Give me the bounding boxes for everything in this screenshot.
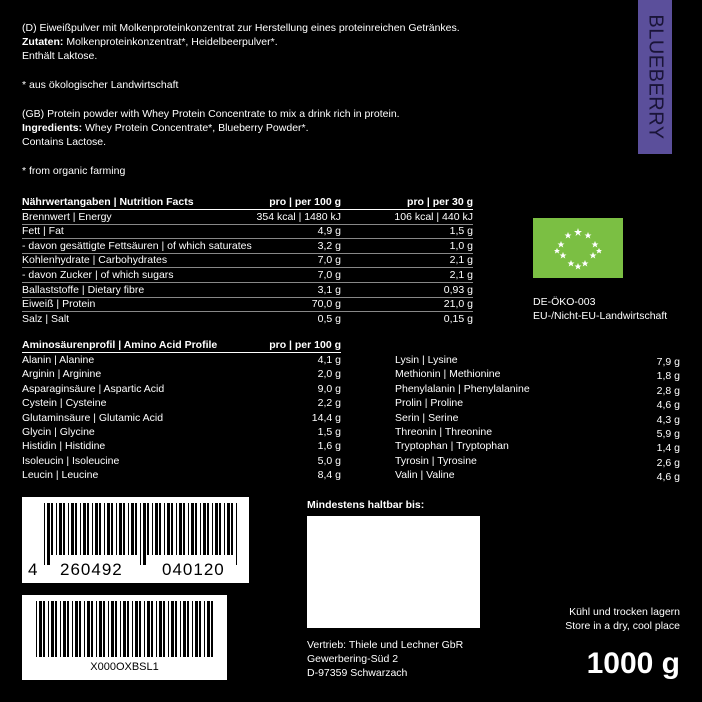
barcode-bar: [227, 503, 230, 555]
amino-right-label: Methionin | Methionine: [395, 368, 501, 381]
barcode-bar: [139, 601, 141, 657]
intro-de-lactose: Enthält Laktose.: [22, 50, 98, 62]
amino-left-value: 8,4 g: [317, 469, 341, 482]
barcode-bar: [187, 601, 189, 657]
nutrition-col-100: pro | per 100 g: [269, 196, 341, 208]
organic-origin: EU-/Nicht-EU-Landwirtschaft: [533, 310, 668, 322]
amino-left-value: 1,5 g: [317, 426, 341, 438]
distributor-line3: D-97359 Schwarzach: [307, 667, 408, 679]
ingredients-label-gb: Ingredients:: [22, 122, 83, 134]
barcode-bar: [135, 503, 137, 555]
barcode-bar: [87, 503, 89, 555]
barcode-bar: [104, 503, 105, 555]
nutrition-row-value-100: 7,0 g: [317, 268, 341, 281]
barcode-bar: [51, 601, 54, 657]
nutrition-row-label: Eiweiß | Protein: [22, 298, 96, 311]
barcode-bar: [79, 601, 81, 657]
nutrition-row-label: Ballaststoffe | Dietary fibre: [22, 283, 145, 296]
nutrition-row-value-30: 0,93 g: [443, 283, 473, 296]
barcode-bar: [84, 601, 85, 657]
amino-right-value: 5,9 g: [656, 428, 680, 440]
storage-en: Store in a dry, cool place: [565, 620, 680, 632]
nutrition-row-value-100: 3,1 g: [317, 283, 341, 296]
amino-right-value: 4,3 g: [656, 413, 680, 426]
nutrition-row-value-30: 21,0 g: [443, 298, 473, 311]
nutrition-row-label: Fett | Fat: [22, 225, 64, 238]
barcode-bar: [120, 601, 121, 657]
barcode-bar: [48, 601, 49, 657]
barcode-bar: [212, 503, 213, 555]
intro-de-ingredients: [22, 35, 278, 49]
nutrition-row-value-30: 2,1 g: [449, 254, 473, 267]
amino-right-label: Lysin | Lysine: [395, 354, 458, 366]
nutrition-row-value-30: 106 kcal | 440 kJ: [394, 210, 473, 223]
barcode-bar: [167, 503, 170, 555]
barcode-bar: [96, 601, 97, 657]
distributor-line1: Vertrieb: Thiele und Lechner GbR: [307, 639, 464, 651]
amino-left-label: Alanin | Alanine: [22, 354, 95, 366]
amino-left-label: Glutaminsäure | Glutamic Acid: [22, 411, 164, 424]
nutrition-row-value-100: 354 kcal | 1480 kJ: [256, 210, 341, 223]
barcode-bar: [200, 503, 201, 555]
barcode-bar: [156, 601, 157, 657]
amino-right-value: 2,8 g: [656, 384, 680, 397]
barcode-bar: [159, 601, 162, 657]
amino-col-header: pro | per 100 g: [269, 339, 341, 351]
nutrition-row-label: - davon Zucker | of which sugars: [22, 268, 174, 281]
nutrition-row-label: Brennwert | Energy: [22, 210, 112, 223]
nutrition-row-label: Salz | Salt: [22, 312, 70, 325]
barcode-bar: [236, 503, 237, 565]
intro-de-line: (D) Eiweißpulver mit Molkenproteinkonzentrat zur Herstellung eines proteinreichen Getränkes.: [22, 22, 460, 34]
barcode-bar: [188, 503, 189, 555]
organic-code: DE-ÖKO-003: [533, 296, 596, 308]
amino-left-value: 4,1 g: [317, 354, 341, 366]
barcode-bar: [192, 601, 193, 657]
amino-right-value: 4,6 g: [656, 399, 680, 412]
nutrition-row-value-30: 1,0 g: [449, 239, 473, 252]
amino-right-value: 2,6 g: [656, 456, 680, 469]
amino-right-value: 7,9 g: [656, 356, 680, 368]
barcode-bar: [63, 503, 65, 555]
barcode-bar: [60, 601, 61, 657]
barcode-bar: [99, 503, 101, 555]
intro-gb-lactose: Contains Lactose.: [22, 136, 107, 148]
nutrition-row-value-30: 2,1 g: [449, 268, 473, 281]
barcode-bar: [219, 503, 221, 555]
barcode-bar: [116, 503, 117, 555]
barcode-bar: [171, 503, 173, 555]
amino-left-value: 2,0 g: [317, 368, 341, 381]
barcode-bar: [176, 503, 177, 555]
amino-left-label: Leucin | Leucine: [22, 469, 99, 482]
barcode-bar: [171, 601, 174, 657]
barcode-bar: [207, 503, 209, 555]
barcode-bar: [36, 601, 37, 657]
barcode-bar: [91, 601, 93, 657]
barcode-bar: [55, 601, 57, 657]
barcode-bar: [108, 601, 109, 657]
amino-left-value: 9,0 g: [317, 382, 341, 395]
ean-barcode: [22, 497, 249, 583]
barcode-digit-first: 4: [28, 560, 38, 579]
barcode-digits-left: 260492: [60, 560, 123, 579]
barcode-bar: [140, 503, 141, 565]
nutrition-row-value-100: 0,5 g: [317, 312, 341, 325]
barcode-bar: [75, 601, 78, 657]
barcode-bar: [95, 503, 98, 555]
barcode-bar: [107, 503, 110, 555]
barcode-bar: [72, 601, 73, 657]
eu-organic-leaf-icon: [533, 218, 623, 278]
barcode-bar: [147, 503, 149, 555]
best-before-date-box: [307, 516, 480, 628]
barcode-bar: [75, 503, 77, 555]
barcode-bar: [92, 503, 93, 555]
amino-right-value: 1,4 g: [656, 442, 680, 455]
barcode-bar: [119, 503, 122, 555]
barcode-bar: [111, 601, 114, 657]
barcode-bar: [195, 601, 198, 657]
amino-left-label: Arginin | Arginine: [22, 368, 102, 381]
storage-de: Kühl und trocken lagern: [569, 606, 680, 618]
nutrition-row-value-100: 4,9 g: [317, 225, 341, 238]
nutrition-row-label: - davon gesättigte Fettsäuren | of which saturates: [22, 239, 252, 252]
barcode-bar: [103, 601, 105, 657]
barcode-bar: [144, 601, 145, 657]
barcode-bar: [123, 601, 126, 657]
barcode-bar: [56, 503, 57, 555]
amino-left-label: Histidin | Histidine: [22, 440, 106, 453]
barcode-bar: [111, 503, 113, 555]
barcode-bar: [175, 601, 177, 657]
amino-left-label: Cystein | Cysteine: [22, 397, 107, 410]
nutrition-header: Nährwertangaben | Nutrition Facts: [22, 196, 194, 208]
barcode-bar: [80, 503, 81, 555]
amino-right-label: Valin | Valine: [395, 469, 455, 482]
barcode-bar: [163, 601, 165, 657]
fnsku-barcode: [22, 595, 227, 680]
barcode-bar: [67, 601, 69, 657]
nutrition-row-value-100: 7,0 g: [317, 254, 341, 267]
distributor-line2: Gewerbering-Süd 2: [307, 653, 399, 665]
nutrition-row-value-100: 3,2 g: [317, 239, 341, 252]
barcode-bar: [183, 503, 185, 555]
amino-header: Aminosäurenprofil | Amino Acid Profile: [22, 339, 218, 351]
barcode-bar: [71, 503, 74, 555]
barcode-bar: [135, 601, 138, 657]
barcode-bar: [127, 601, 129, 657]
barcode-bar: [203, 503, 206, 555]
barcode-bar: [51, 503, 53, 555]
fnsku-code: X000OXBSL1: [90, 661, 159, 673]
amino-left-value: 5,0 g: [317, 454, 341, 467]
barcode-bar: [199, 601, 201, 657]
barcode-bar: [152, 503, 153, 555]
net-weight: 1000 g: [586, 647, 680, 680]
barcode-bar: [147, 601, 150, 657]
barcode-bar: [44, 503, 45, 565]
barcode-bar: [179, 503, 182, 555]
amino-left-value: 14,4 g: [311, 411, 341, 424]
amino-left-value: 1,6 g: [317, 440, 341, 453]
nutrition-row-value-30: 0,15 g: [443, 312, 473, 325]
barcode-bar: [231, 503, 233, 555]
nutrition-row-label: Kohlenhydrate | Carbohydrates: [22, 254, 168, 267]
barcode-digits-right: 040120: [162, 560, 225, 579]
intro-gb-organic: * from organic farming: [22, 165, 126, 177]
amino-right-label: Serin | Serine: [395, 411, 459, 424]
amino-left-label: Glycin | Glycine: [22, 426, 95, 438]
amino-right-label: Threonin | Threonine: [395, 426, 493, 438]
amino-right-value: 4,6 g: [656, 471, 680, 484]
nutrition-col-30: pro | per 30 g: [407, 196, 473, 208]
amino-right-label: Phenylalanin | Phenylalanine: [395, 382, 530, 395]
barcode-bar: [151, 601, 153, 657]
intro-gb-ingredients: [22, 121, 309, 135]
barcode-bar: [63, 601, 66, 657]
flavor-tab: [638, 0, 672, 154]
barcode-bar: [59, 503, 62, 555]
amino-right-label: Tyrosin | Tyrosine: [395, 454, 477, 467]
nutrition-row-value-30: 1,5 g: [449, 225, 473, 238]
barcode-bar: [195, 503, 197, 555]
barcode-bar: [143, 503, 146, 565]
barcode-bar: [39, 601, 42, 657]
barcode-bar: [68, 503, 69, 555]
barcode-bar: [123, 503, 125, 555]
best-before-label: Mindestens haltbar bis:: [307, 499, 425, 511]
barcode-bar: [168, 601, 169, 657]
amino-right-label: Prolin | Proline: [395, 397, 464, 410]
barcode-bar: [180, 601, 181, 657]
barcode-bar: [43, 601, 45, 657]
barcode-bar: [211, 601, 213, 657]
intro-de-organic: * aus ökologischer Landwirtschaft: [22, 79, 179, 91]
amino-right-value: 1,8 g: [656, 370, 680, 383]
amino-left-label: Isoleucin | Isoleucine: [22, 454, 120, 467]
ingredients-label-de: Zutaten:: [22, 36, 64, 48]
ingredients-text-gb: Whey Protein Concentrate*, Blueberry Powder*.: [82, 122, 309, 134]
barcode-bar: [204, 601, 205, 657]
barcode-bar: [115, 601, 117, 657]
ingredients-text-de: Molkenproteinkonzentrat*, Heidelbeerpulver*.: [63, 36, 278, 48]
barcode-bar: [83, 503, 86, 555]
amino-left-label: Asparaginsäure | Aspartic Acid: [22, 382, 165, 395]
barcode-bar: [155, 503, 158, 555]
flavor-label: BLUEBERRY: [644, 14, 667, 140]
barcode-bar: [128, 503, 129, 555]
amino-right-label: Tryptophan | Tryptophan: [395, 440, 509, 453]
barcode-bar: [207, 601, 210, 657]
barcode-bar: [183, 601, 186, 657]
barcode-bar: [164, 503, 165, 555]
barcode-bar: [47, 503, 50, 565]
barcode-bar: [191, 503, 194, 555]
barcode-bar: [224, 503, 225, 555]
barcode-bar: [132, 601, 133, 657]
barcode-bar: [87, 601, 90, 657]
barcode-bar: [159, 503, 161, 555]
barcode-bar: [131, 503, 134, 555]
intro-gb-line: (GB) Protein powder with Whey Protein Concentrate to mix a drink rich in protein.: [22, 108, 400, 120]
barcode-bar: [99, 601, 102, 657]
barcode-bar: [215, 503, 218, 555]
nutrition-row-value-100: 70,0 g: [311, 298, 341, 311]
amino-left-value: 2,2 g: [317, 397, 341, 410]
